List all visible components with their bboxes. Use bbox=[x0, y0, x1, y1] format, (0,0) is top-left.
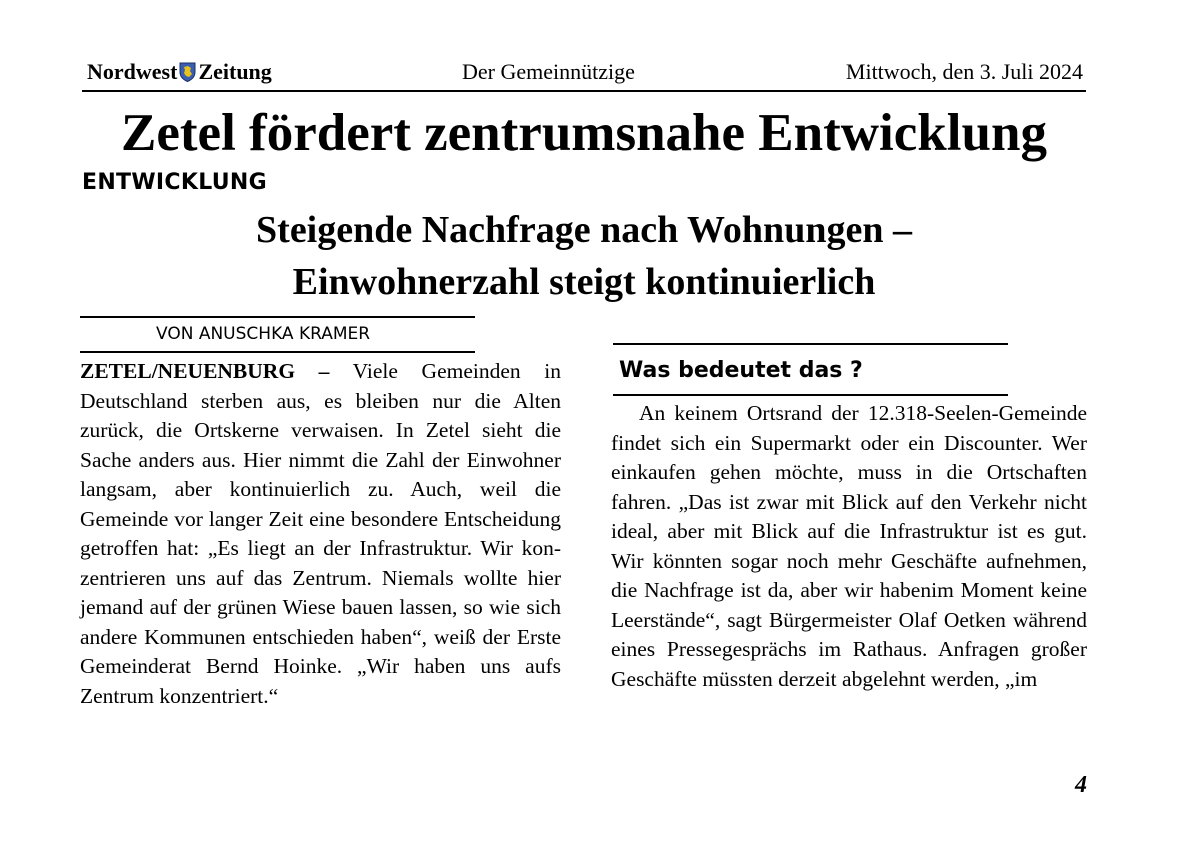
page-number: 4 bbox=[1075, 772, 1087, 798]
article-headline: Zetel fördert zentrumsnahe Entwicklung bbox=[121, 104, 1047, 162]
article-column-right bbox=[611, 399, 1087, 694]
subheadline-line-1: Steigende Nachfrage nach Wohnungen – bbox=[256, 209, 912, 251]
article-subheadline bbox=[82, 204, 1086, 308]
byline-rule-bottom bbox=[80, 351, 475, 353]
box-rule-bottom bbox=[613, 394, 1008, 396]
subheadline-line-2: Einwohnerzahl steigt kontinuierlich bbox=[292, 261, 876, 303]
article-column-left bbox=[80, 357, 561, 711]
newspaper-name-left: Nordwest bbox=[87, 59, 178, 84]
newspaper-tagline: Der Gemeinnützige bbox=[462, 59, 635, 84]
body-text-right: An keinem Ortsrand der 12.318-Seelen-Gemeinde findet sich ein Supermarkt oder ein Discounter. Wer einkaufen gehen möchte, muss in die Ortschaften fahren. „Das ist zwar mit Blick auf den Verkehr nicht ideal, aber mit Blick auf die Infrastruktur ist es gut. Wir könnten sogar noch mehr Geschäfte aufnehmen, die Nachfrage ist da, aber wir habenim Moment keine Leerstände“, sagt Bürgermeister Olaf Oetken während eines Pressegesprächs im Rathaus. Anfragen großer Geschäfte müssten derzeit abgelehnt werden, „im bbox=[611, 401, 1087, 691]
newspaper-name bbox=[87, 58, 272, 86]
masthead-rule bbox=[82, 90, 1086, 92]
issue-date: Mittwoch, den 3. Juli 2024 bbox=[845, 59, 1083, 84]
box-rule-top bbox=[613, 343, 1008, 345]
section-rubric: ENTWICKLUNG bbox=[82, 170, 267, 195]
body-text-left: Viele Gemeinden in Deutschland sterben aus, es bleiben nur die Alten zurück, die Ortskerne verwaisen. In Zetel sieht die Sache anders aus. Hier nimmt die Zahl der Einwohner langsam, aber kontinuierlich zu. Auch, weil die Gemeinde vor langer Zeit eine besondere Entscheidung getroffen hat: „Es liegt an der Infrastruktur. Wir konzentrieren uns auf das Zentrum. Niemals wollte hier jemand auf der grünen Wiese bauen lassen, so wie sich andere Kommunen entschieden haben“, weiß der Erste Gemeinderat Bernd Hoinke. „Wir haben uns aufs Zentrum konzentriert.“ bbox=[80, 359, 561, 708]
dateline: ZETEL/NEUENBURG – bbox=[80, 359, 330, 383]
newspaper-name-right: Zeitung bbox=[198, 59, 272, 84]
byline-rule-top bbox=[80, 316, 475, 318]
coat-of-arms-icon bbox=[179, 62, 196, 82]
byline: VON ANUSCHKA KRAMER bbox=[156, 324, 371, 344]
box-title: Was bedeutet das ? bbox=[619, 358, 863, 383]
